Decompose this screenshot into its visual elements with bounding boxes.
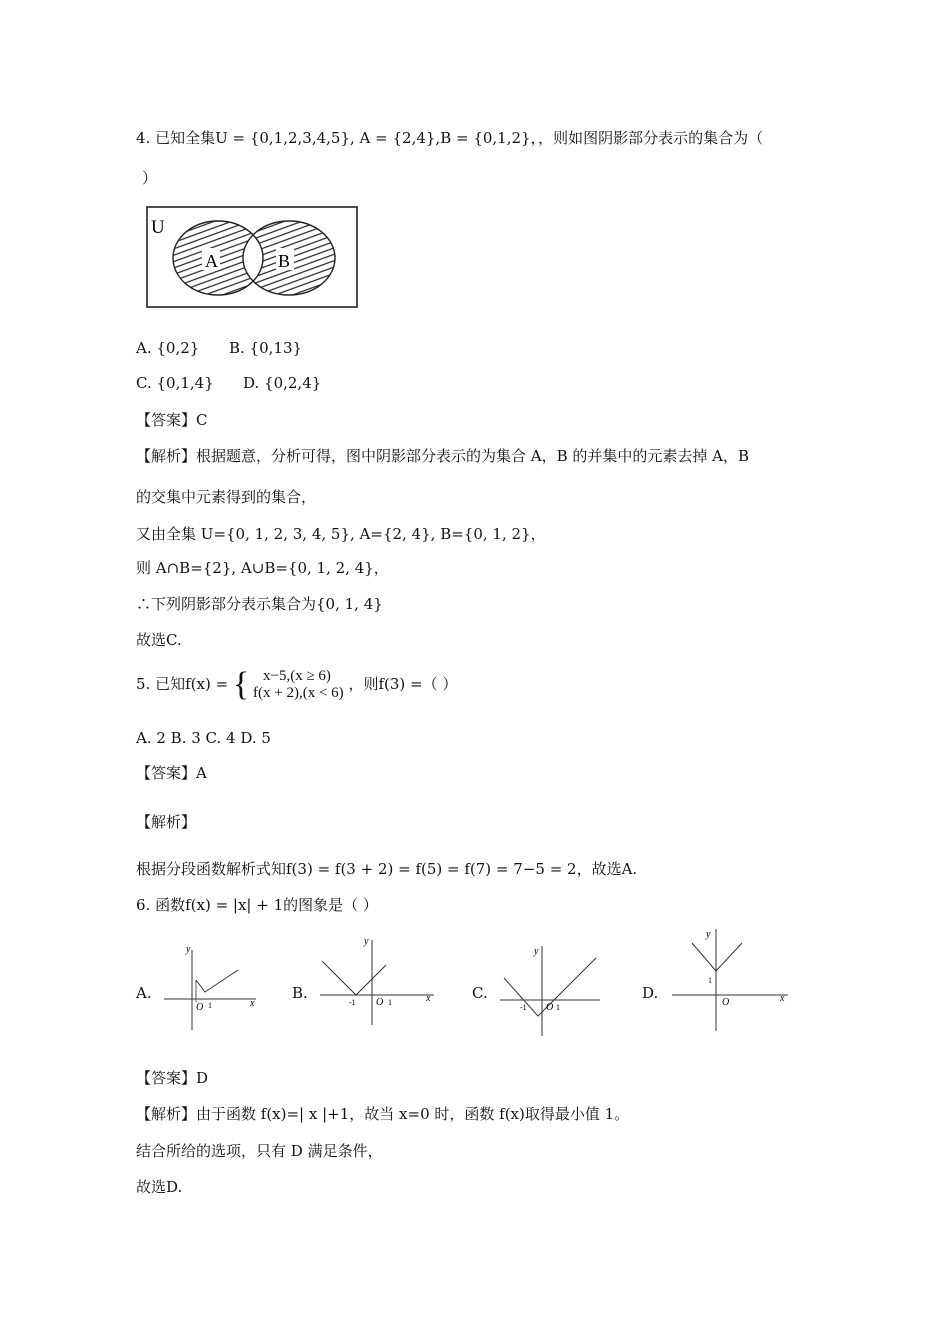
q6-answer: 【答案】D [136,1069,209,1087]
set-b-label: B [278,251,291,271]
svg-text:x: x [426,993,431,1004]
q5-analysis-title: 【解析】 [136,813,197,831]
q6-analysis-3: 故选D. [136,1178,183,1196]
svg-text:1: 1 [208,1001,212,1010]
svg-text:y: y [706,929,711,940]
q4-analysis-3: 又由全集 U={0, 1, 2, 3, 4, 5}, A={2, 4}, B={0, 1, 2}， [136,525,546,543]
piecewise-function [233,668,344,702]
q4-answer: 【答案】C [136,411,208,429]
q5-prefix: 5. 已知f(x) = [136,675,229,693]
q4-analysis-5: ∴下列阴影部分表示集合为{0, 1, 4} [136,595,383,613]
q6-option-d-label: D. [642,984,659,1002]
svg-text:-1: -1 [520,1003,527,1012]
svg-text:1: 1 [556,1003,560,1012]
q6-graph-d [668,925,792,1033]
svg-text:O: O [376,997,384,1008]
piecewise-brace: { [232,666,250,703]
svg-text:O: O [546,1002,554,1013]
svg-text:O: O [722,997,730,1008]
q6-graph-c [496,940,604,1040]
piecewise-case-1: x−5,(x ≥ 6) [263,668,331,684]
q5-suffix: ，则f(3) =（ ） [348,675,458,693]
q4-option-d: D. {0,2,4} [243,374,322,392]
svg-text:-1: -1 [349,998,356,1007]
q5-analysis: 根据分段函数解析式知f(3) = f(3 + 2) = f(5) = f(7) = 7−5 = 2，故选A. [136,860,638,878]
piecewise-case-2: f(x + 2),(x < 6) [253,685,344,701]
svg-text:y: y [364,936,369,947]
q4-analysis-1: 【解析】根据题意，分析可得，图中阴影部分表示的为集合 A，B 的并集中的元素去掉 A，B [136,447,750,465]
q4-analysis-2: 的交集中元素得到的集合， [136,488,317,506]
q4-stem: 4. 已知全集U = {0,1,2,3,4,5}, A = {2,4},B = {0,1,2}，，则如图阴影部分表示的集合为（ [136,129,764,147]
q6-graph-b [316,935,440,1027]
q6-option-c-label: C. [472,984,488,1002]
q5-stem [136,664,457,704]
svg-text:1: 1 [388,998,392,1007]
q4-option-a: A. {0,2} [136,339,200,357]
q4-analysis-4: 则 A∩B={2}, A∪B={0, 1, 2, 4}， [136,559,389,577]
q4-analysis-6: 故选C. [136,631,182,649]
svg-text:1: 1 [708,976,712,985]
q6-analysis-1: 【解析】由于函数 f(x)=| x |+1，故当 x=0 时，函数 f(x)取得最小值 1。 [136,1105,630,1123]
q5-answer: 【答案】A [136,764,207,782]
q4-option-c: C. {0,1,4} [136,374,214,392]
venn-diagram [145,205,360,310]
svg-text:y: y [186,944,191,955]
svg-text:x: x [780,993,785,1004]
svg-text:x: x [250,998,255,1009]
q6-option-b-label: B. [292,984,308,1002]
q4-option-b: B. {0,13} [229,339,303,357]
universe-label: U [151,217,165,238]
svg-text:O: O [196,1002,204,1013]
svg-text:y: y [534,946,539,957]
q6-stem: 6. 函数f(x) = |x| + 1的图象是（ ） [136,896,378,914]
q6-option-a-label: A. [136,984,152,1002]
q6-graph-a [160,940,260,1032]
set-a-label: A [205,251,218,271]
q5-options: A. 2 B. 3 C. 4 D. 5 [136,729,271,747]
q4-stem-close: ） [142,169,158,187]
q6-analysis-2: 结合所给的选项，只有 D 满足条件， [136,1142,383,1160]
